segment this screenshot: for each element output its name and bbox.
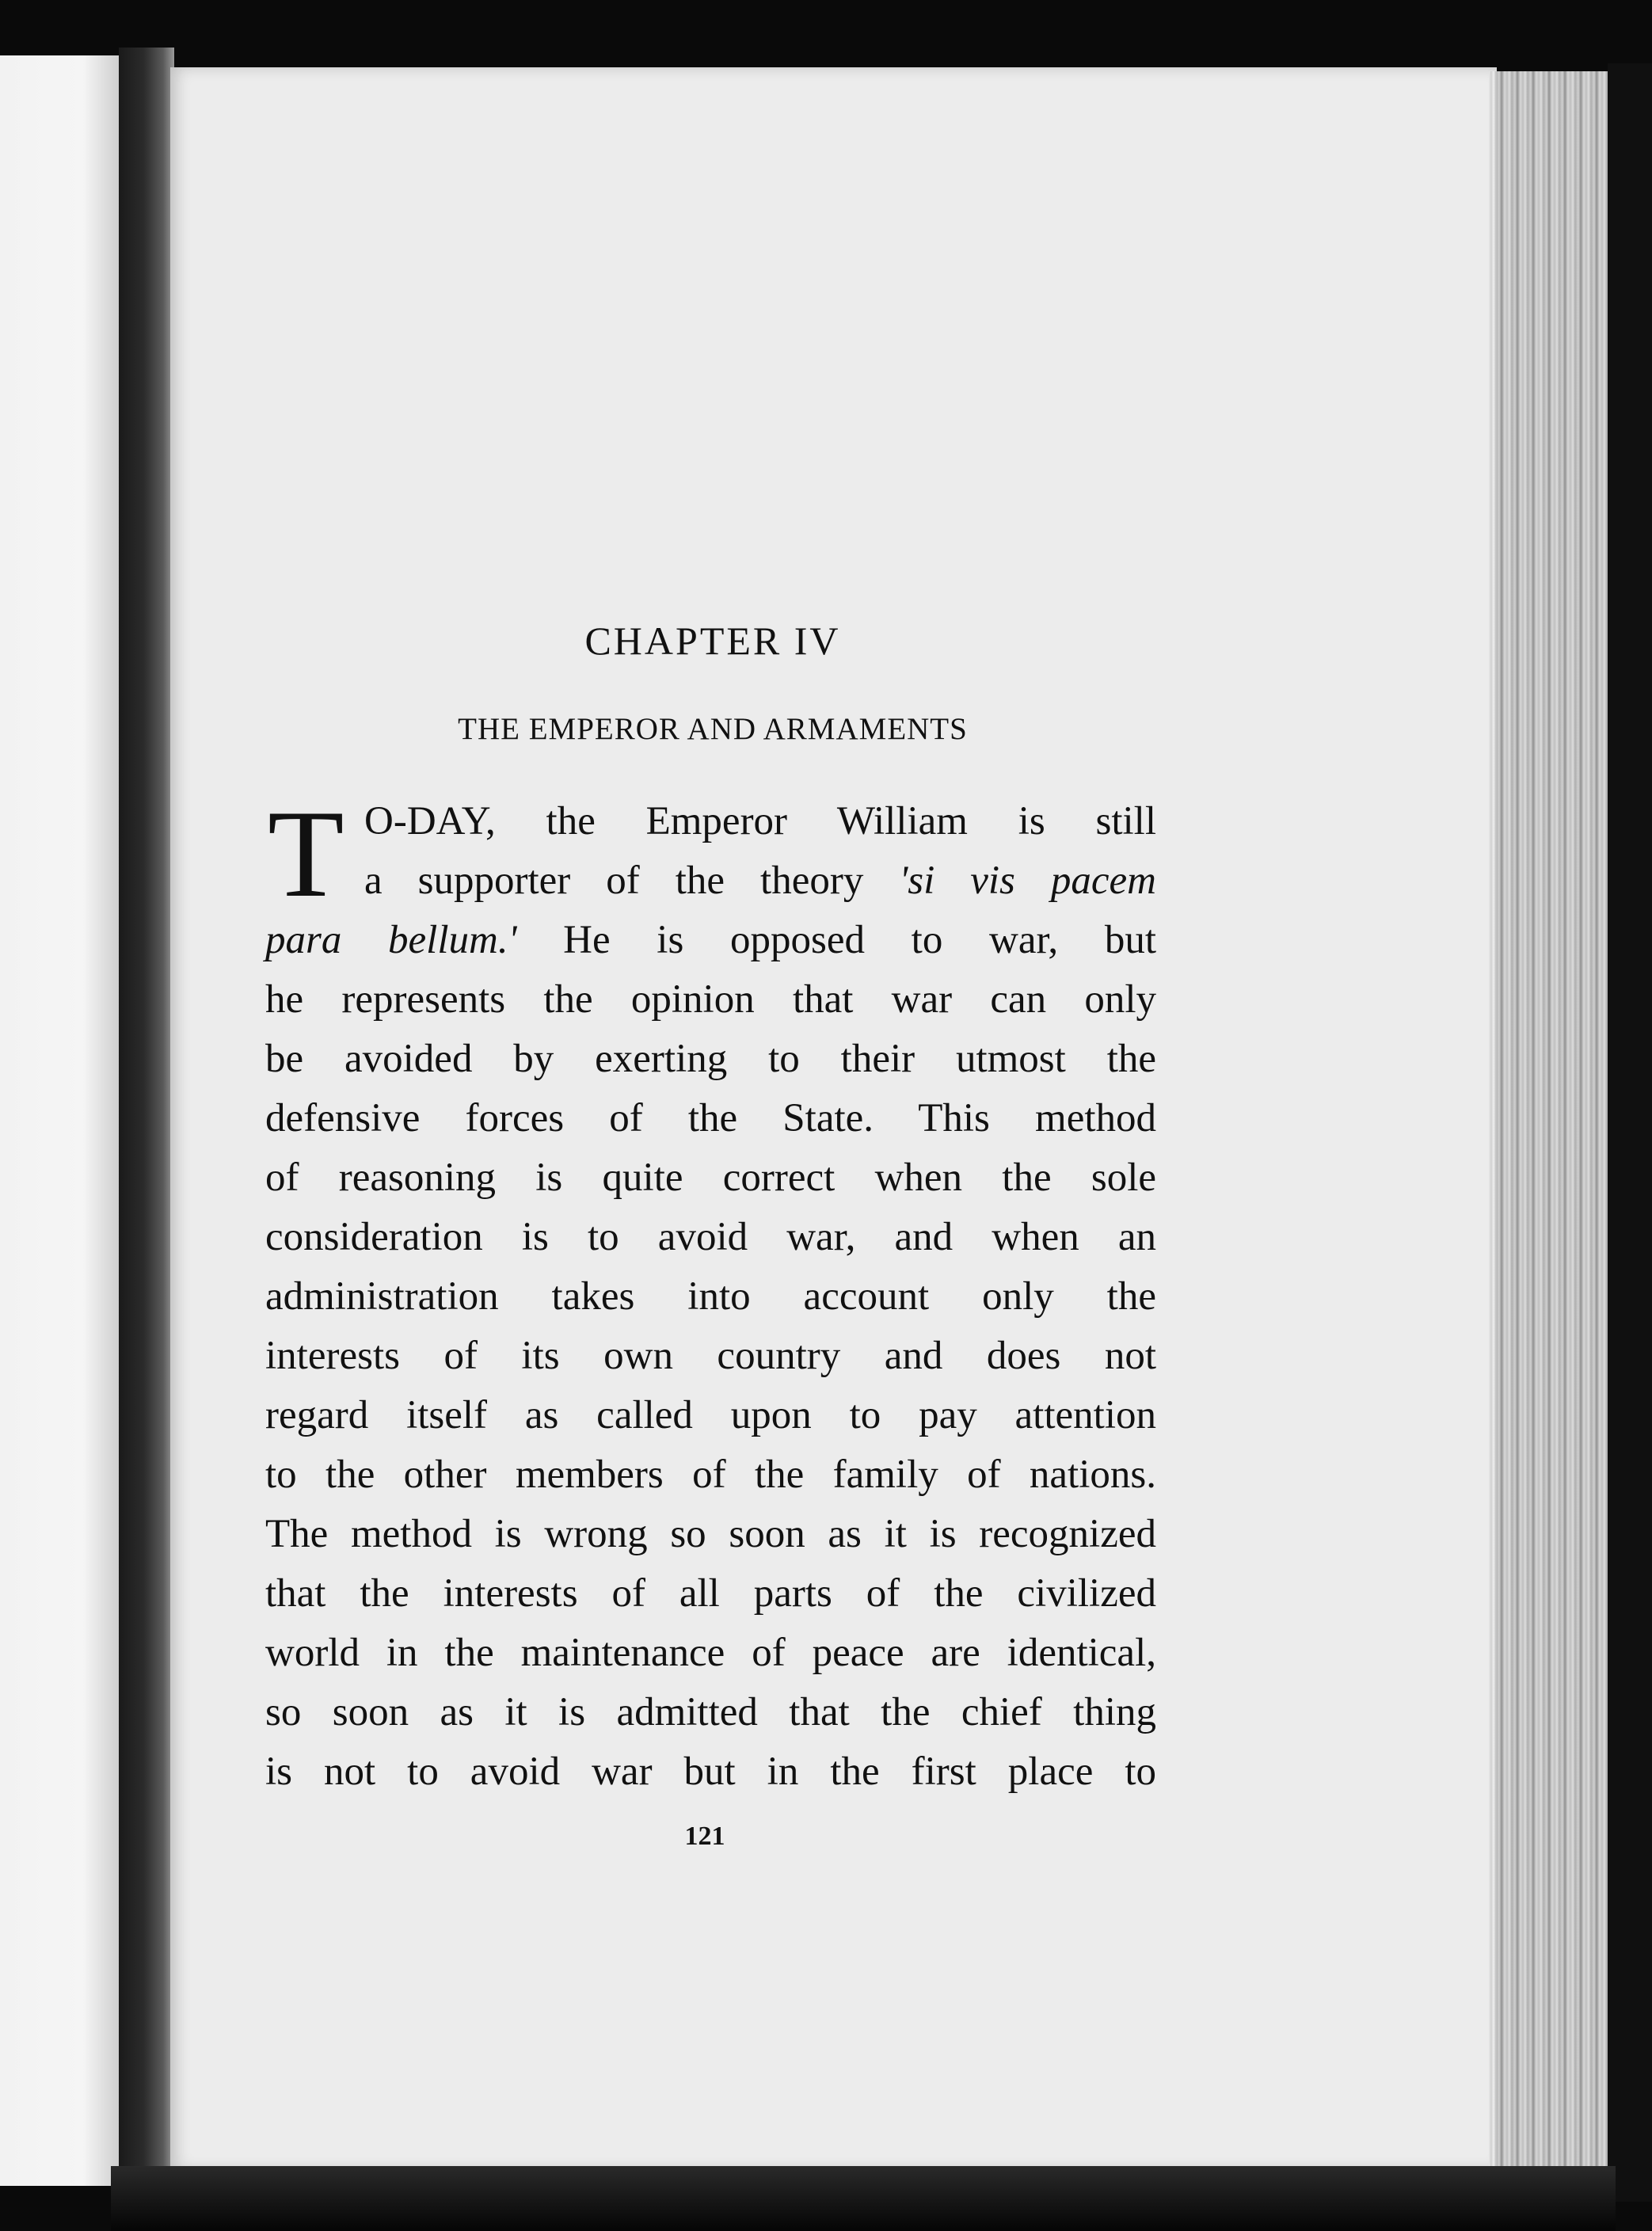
text-line: a supporter of the theory 'si vis pacem [364,859,1156,903]
text-line: defensive forces of the State. This method [265,1096,1156,1140]
facing-page-edge [0,55,119,2186]
text-line: interests of its own country and does not [265,1334,1156,1378]
text-line: so soon as it is admitted that the chief thing [265,1690,1156,1734]
text-line: administration takes into account only the [265,1274,1156,1319]
text-line: he represents the opinion that war can only [265,977,1156,1022]
text-line: para bellum.' He is opposed to war, but [265,918,1156,962]
text-line: is not to avoid war but in the first place to [265,1749,1156,1794]
text-line: of reasoning is quite correct when the sole [265,1155,1156,1200]
text-line: be avoided by exerting to their utmost the [265,1037,1156,1081]
text-line: The method is wrong so soon as it is recognized [265,1512,1156,1556]
book-gutter [119,48,174,2186]
text-line: O-DAY, the Emperor William is still [364,799,1156,843]
text-line: regard itself as called upon to pay attention [265,1393,1156,1437]
scan-border-right [1608,63,1652,2202]
body-text [265,785,1156,1802]
text-line: to the other members of the family of nations. [265,1452,1156,1497]
page-fore-edge [1489,71,1608,2194]
text-line: that the interests of all parts of the civilized [265,1571,1156,1616]
text-line: consideration is to avoid war, and when an [265,1215,1156,1259]
text-line: world in the maintenance of peace are identical, [265,1631,1156,1675]
chapter-title: THE EMPEROR AND ARMAMENTS [458,712,968,746]
chapter-number: CHAPTER IV [584,619,841,663]
scan-border-bottom [111,2166,1616,2231]
page-number: 121 [684,1822,725,1851]
drop-cap: T [268,785,344,923]
